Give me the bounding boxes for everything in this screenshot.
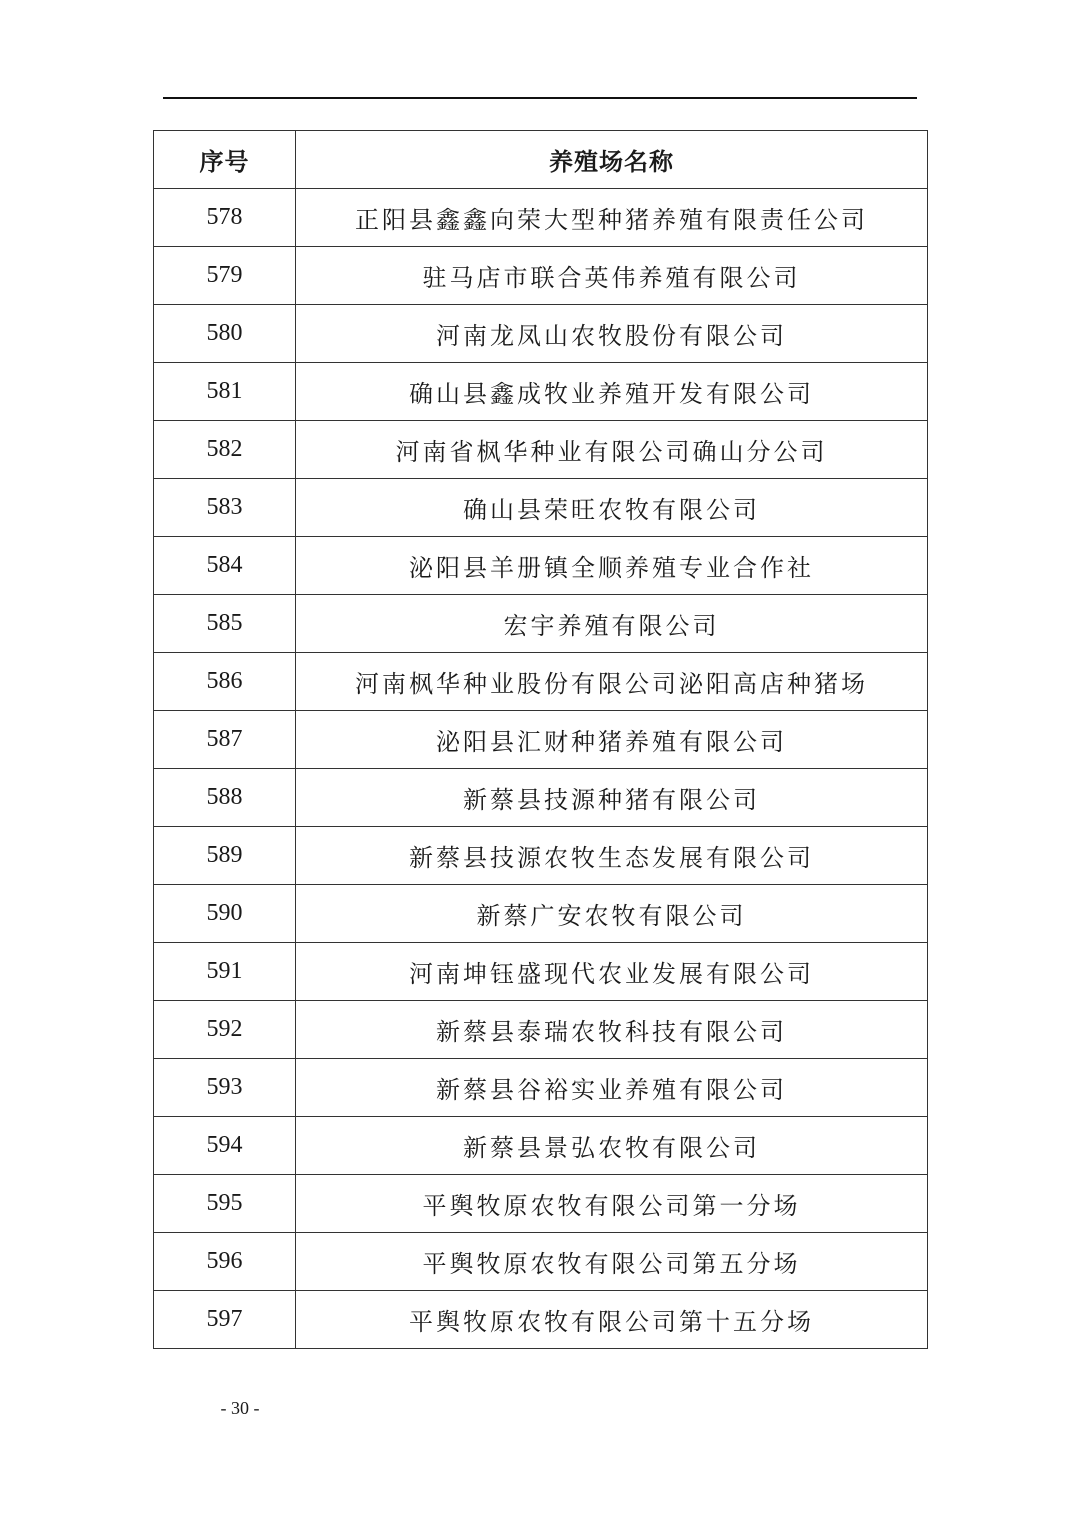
row-farm-name: 新蔡县景弘农牧有限公司 bbox=[296, 1117, 928, 1175]
row-index: 585 bbox=[154, 595, 296, 653]
row-farm-name: 驻马店市联合英伟养殖有限公司 bbox=[296, 247, 928, 305]
row-index: 593 bbox=[154, 1059, 296, 1117]
table-row bbox=[154, 189, 928, 247]
row-index: 587 bbox=[154, 711, 296, 769]
table-row bbox=[154, 595, 928, 653]
table-row bbox=[154, 1175, 928, 1233]
table-row bbox=[154, 421, 928, 479]
row-index: 589 bbox=[154, 827, 296, 885]
row-index: 579 bbox=[154, 247, 296, 305]
table-row bbox=[154, 827, 928, 885]
table-body bbox=[154, 189, 928, 1349]
table-row bbox=[154, 537, 928, 595]
row-farm-name: 确山县鑫成牧业养殖开发有限公司 bbox=[296, 363, 928, 421]
table-row bbox=[154, 885, 928, 943]
row-farm-name: 平舆牧原农牧有限公司第十五分场 bbox=[296, 1291, 928, 1349]
row-farm-name: 河南龙凤山农牧股份有限公司 bbox=[296, 305, 928, 363]
row-farm-name: 新蔡县谷裕实业养殖有限公司 bbox=[296, 1059, 928, 1117]
table-row bbox=[154, 363, 928, 421]
table-row bbox=[154, 1291, 928, 1349]
table-row bbox=[154, 769, 928, 827]
table-row bbox=[154, 1117, 928, 1175]
row-index: 594 bbox=[154, 1117, 296, 1175]
table-header-row bbox=[154, 131, 928, 189]
row-index: 588 bbox=[154, 769, 296, 827]
row-index: 595 bbox=[154, 1175, 296, 1233]
row-farm-name: 河南枫华种业股份有限公司泌阳高店种猪场 bbox=[296, 653, 928, 711]
row-farm-name: 泌阳县汇财种猪养殖有限公司 bbox=[296, 711, 928, 769]
row-index: 591 bbox=[154, 943, 296, 1001]
table-row bbox=[154, 653, 928, 711]
table-row bbox=[154, 1233, 928, 1291]
header-rule bbox=[163, 97, 917, 99]
table-row bbox=[154, 943, 928, 1001]
row-index: 590 bbox=[154, 885, 296, 943]
row-farm-name: 新蔡县泰瑞农牧科技有限公司 bbox=[296, 1001, 928, 1059]
row-index: 584 bbox=[154, 537, 296, 595]
row-farm-name: 河南坤钰盛现代农业发展有限公司 bbox=[296, 943, 928, 1001]
header-index: 序号 bbox=[154, 131, 296, 189]
row-index: 581 bbox=[154, 363, 296, 421]
table-row bbox=[154, 479, 928, 537]
row-farm-name: 正阳县鑫鑫向荣大型种猪养殖有限责任公司 bbox=[296, 189, 928, 247]
row-farm-name: 新蔡县技源农牧生态发展有限公司 bbox=[296, 827, 928, 885]
row-farm-name: 新蔡县技源种猪有限公司 bbox=[296, 769, 928, 827]
row-index: 583 bbox=[154, 479, 296, 537]
row-index: 580 bbox=[154, 305, 296, 363]
table-row bbox=[154, 1001, 928, 1059]
table-row bbox=[154, 247, 928, 305]
row-index: 592 bbox=[154, 1001, 296, 1059]
row-index: 597 bbox=[154, 1291, 296, 1349]
table-row bbox=[154, 305, 928, 363]
row-farm-name: 确山县荣旺农牧有限公司 bbox=[296, 479, 928, 537]
page-number: - 30 - bbox=[220, 1398, 260, 1418]
row-farm-name: 新蔡广安农牧有限公司 bbox=[296, 885, 928, 943]
farm-list-table bbox=[153, 130, 928, 1349]
row-farm-name: 宏宇养殖有限公司 bbox=[296, 595, 928, 653]
row-index: 578 bbox=[154, 189, 296, 247]
table-row bbox=[154, 1059, 928, 1117]
table-row bbox=[154, 711, 928, 769]
row-index: 586 bbox=[154, 653, 296, 711]
row-index: 582 bbox=[154, 421, 296, 479]
row-farm-name: 泌阳县羊册镇全顺养殖专业合作社 bbox=[296, 537, 928, 595]
header-name: 养殖场名称 bbox=[296, 131, 928, 189]
row-index: 596 bbox=[154, 1233, 296, 1291]
row-farm-name: 平舆牧原农牧有限公司第一分场 bbox=[296, 1175, 928, 1233]
row-farm-name: 平舆牧原农牧有限公司第五分场 bbox=[296, 1233, 928, 1291]
row-farm-name: 河南省枫华种业有限公司确山分公司 bbox=[296, 421, 928, 479]
